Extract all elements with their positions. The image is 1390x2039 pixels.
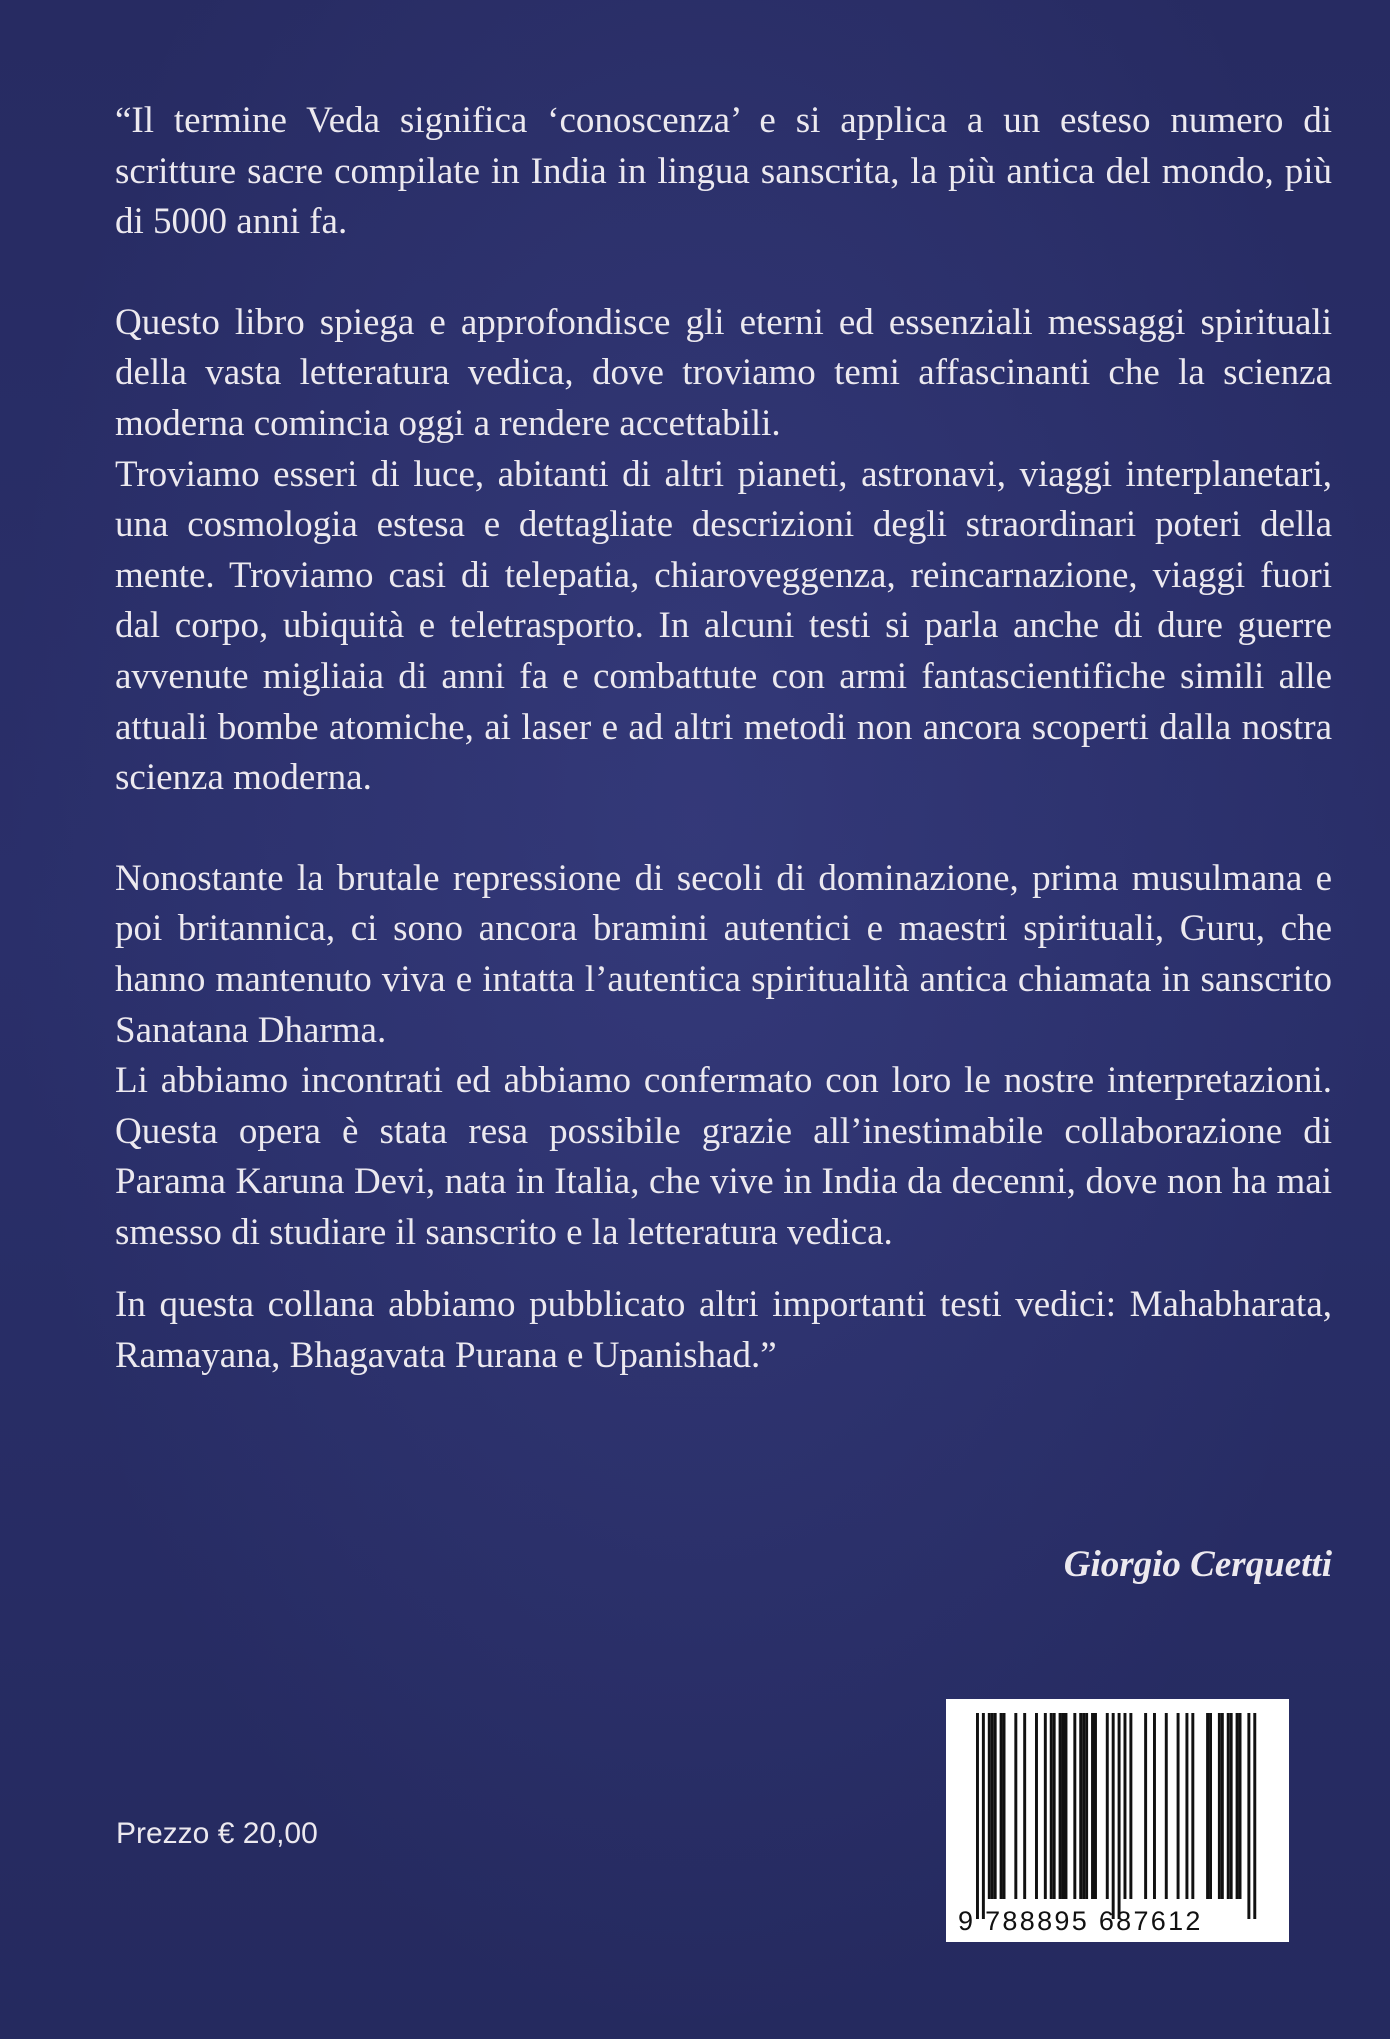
barcode-bar xyxy=(1218,1713,1221,1899)
barcode-bar xyxy=(1191,1713,1194,1899)
barcode-bar xyxy=(1230,1713,1233,1899)
barcode-bar xyxy=(1094,1713,1097,1899)
barcode-bar xyxy=(1050,1713,1053,1899)
barcode-bar xyxy=(1085,1713,1088,1899)
price-label: Prezzo € 20,00 xyxy=(116,1817,318,1850)
barcode-bar xyxy=(1000,1713,1003,1899)
paragraph-collaboration: Li abbiamo incontrati ed abbiamo confermato con loro le nostre interpretazioni. Questa opera è stata resa possibile grazie all’inestimabile collaborazione di Parama Karuna Devi, nata in Italia, che vive in India da decenni, dove non ha mai smesso di studiare il sanscrito e la letteratura vedica. xyxy=(115,1060,1332,1253)
barcode-bar xyxy=(1044,1713,1047,1899)
paragraph-book-description: Questo libro spiega e approfondisce gli eterni ed essenziali messaggi spirituali della vasta letteratura vedica, dove troviamo temi affascinanti che la scienza moderna comincia oggi a rendere accettabili. xyxy=(115,301,1332,444)
barcode-bar xyxy=(1209,1713,1212,1899)
barcode-bar xyxy=(1177,1713,1180,1899)
barcode-bar xyxy=(991,1713,994,1899)
barcode-bar xyxy=(1153,1713,1156,1899)
barcode-bar xyxy=(1062,1713,1065,1899)
paragraph-themes: Troviamo esseri di luce, abitanti di altri pianeti, astronavi, viaggi interplanetari, una cosmologia estesa e dettagliate descrizioni degli straordinari poteri della mente. Troviamo casi di telepatia, chiaroveggenza, reincarnazione, viaggi fuori dal corpo, ubiquità e teletrasporto. In alcuni testi si parla anche di dure guerre avvenute migliaia di anni fa e combattute con armi fantascientifiche simili alle attuali bombe atomiche, ai laser e ad altri metodi non ancora scoperti dalla nostra scienza moderna. xyxy=(115,453,1332,799)
barcode-bar xyxy=(1206,1713,1209,1899)
barcode-bar xyxy=(1035,1713,1038,1899)
isbn-barcode xyxy=(946,1699,1289,1942)
barcode-bar xyxy=(1073,1713,1076,1899)
barcode-bar xyxy=(1221,1713,1224,1899)
paragraph-brahmins: Nonostante la brutale repressione di secoli di dominazione, prima musulmana e poi britannica, ci sono ancora bramini autentici e maestri spirituali, Guru, che hanno mantenuto viva e intatta l’autentica spiritualità antica chiamata in sanscrito Sanatana Dharma. xyxy=(115,857,1332,1051)
barcode-number: 9 788895 687612 xyxy=(958,1906,1203,1936)
barcode-bar xyxy=(1014,1713,1017,1899)
barcode-bar xyxy=(994,1713,997,1899)
author-signature: Giorgio Cerquetti xyxy=(1063,1544,1332,1585)
barcode-bar xyxy=(1185,1713,1188,1899)
barcode-bar xyxy=(1253,1713,1256,1919)
barcode-bar xyxy=(1247,1713,1250,1919)
barcode-bar xyxy=(1023,1713,1026,1899)
barcode-bar xyxy=(1239,1713,1242,1899)
barcode-bar xyxy=(1053,1713,1056,1899)
barcode-bar xyxy=(1129,1713,1132,1899)
barcode-bar xyxy=(988,1713,991,1899)
barcode-bar xyxy=(1091,1713,1094,1899)
barcode-bar xyxy=(1065,1713,1068,1899)
barcode-bar xyxy=(1059,1713,1062,1899)
barcode-bar xyxy=(982,1713,985,1919)
paragraph-veda-definition: “Il termine Veda significa ‘conoscenza’ e si applica a un esteso numero di scritture sacre compilate in India in lingua sanscrita, la più antica del mondo, più di 5000 anni fa. xyxy=(115,100,1332,243)
barcode-bar xyxy=(1082,1713,1085,1899)
barcode-bar xyxy=(1003,1713,1006,1899)
barcode-bar xyxy=(976,1713,979,1919)
barcode-bar xyxy=(1236,1713,1239,1899)
barcode-bar xyxy=(1106,1713,1109,1899)
barcode-bar xyxy=(1124,1713,1127,1899)
barcode-bar xyxy=(1227,1713,1230,1899)
barcode-bar xyxy=(1165,1713,1168,1899)
barcode-bar xyxy=(1079,1713,1082,1899)
barcode-bar xyxy=(1144,1713,1147,1899)
barcode-bar xyxy=(1118,1713,1121,1919)
paragraph-series: In questa collana abbiamo pubblicato altri importanti testi vedici: Mahabharata, Ramayana, Bhagavata Purana e Upanishad.” xyxy=(115,1284,1332,1377)
blurb-text xyxy=(115,96,1332,1382)
barcode-bar xyxy=(1112,1713,1115,1919)
